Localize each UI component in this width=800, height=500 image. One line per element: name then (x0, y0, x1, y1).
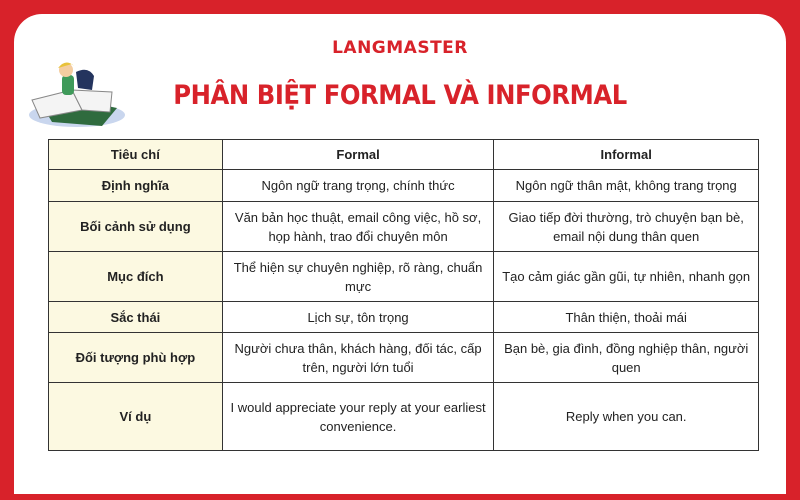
criteria-cell: Đối tượng phù hợp (49, 333, 223, 383)
criteria-cell: Ví dụ (49, 383, 223, 451)
criteria-cell: Sắc thái (49, 302, 223, 333)
formal-cell: Thể hiện sự chuyên nghiệp, rõ ràng, chuẩn mực (222, 252, 494, 302)
formal-cell: Lịch sự, tôn trọng (222, 302, 494, 333)
criteria-cell: Bối cảnh sử dụng (49, 202, 223, 252)
formal-cell: Ngôn ngữ trang trọng, chính thức (222, 170, 494, 202)
criteria-cell: Mục đích (49, 252, 223, 302)
informal-cell: Bạn bè, gia đình, đồng nghiệp thân, người quen (494, 333, 759, 383)
table-row (49, 333, 759, 383)
page-title: PHÂN BIỆT FORMAL VÀ INFORMAL (173, 80, 627, 111)
formal-cell: I would appreciate your reply at your earliest convenience. (222, 383, 494, 451)
header-informal: Informal (494, 140, 759, 170)
criteria-cell: Định nghĩa (49, 170, 223, 202)
formal-cell: Văn bản học thuật, email công việc, hồ sơ, họp hành, trao đổi chuyên môn (222, 202, 494, 252)
brand-logo: LANGMASTER (332, 38, 468, 58)
table-row (49, 170, 759, 202)
informal-cell: Tạo cảm giác gần gũi, tự nhiên, nhanh gọn (494, 252, 759, 302)
informal-cell: Thân thiện, thoải mái (494, 302, 759, 333)
informal-cell: Giao tiếp đời thường, trò chuyện bạn bè, email nội dung thân quen (494, 202, 759, 252)
comparison-table (48, 139, 759, 451)
header-formal: Formal (222, 140, 494, 170)
header-criteria: Tiêu chí (49, 140, 223, 170)
table-header-row (49, 140, 759, 170)
formal-cell: Người chưa thân, khách hàng, đối tác, cấp trên, người lớn tuổi (222, 333, 494, 383)
informal-cell: Ngôn ngữ thân mật, không trang trọng (494, 170, 759, 202)
table-row (49, 202, 759, 252)
table-row (49, 383, 759, 451)
table-row (49, 302, 759, 333)
informal-cell: Reply when you can. (494, 383, 759, 451)
table-row (49, 252, 759, 302)
